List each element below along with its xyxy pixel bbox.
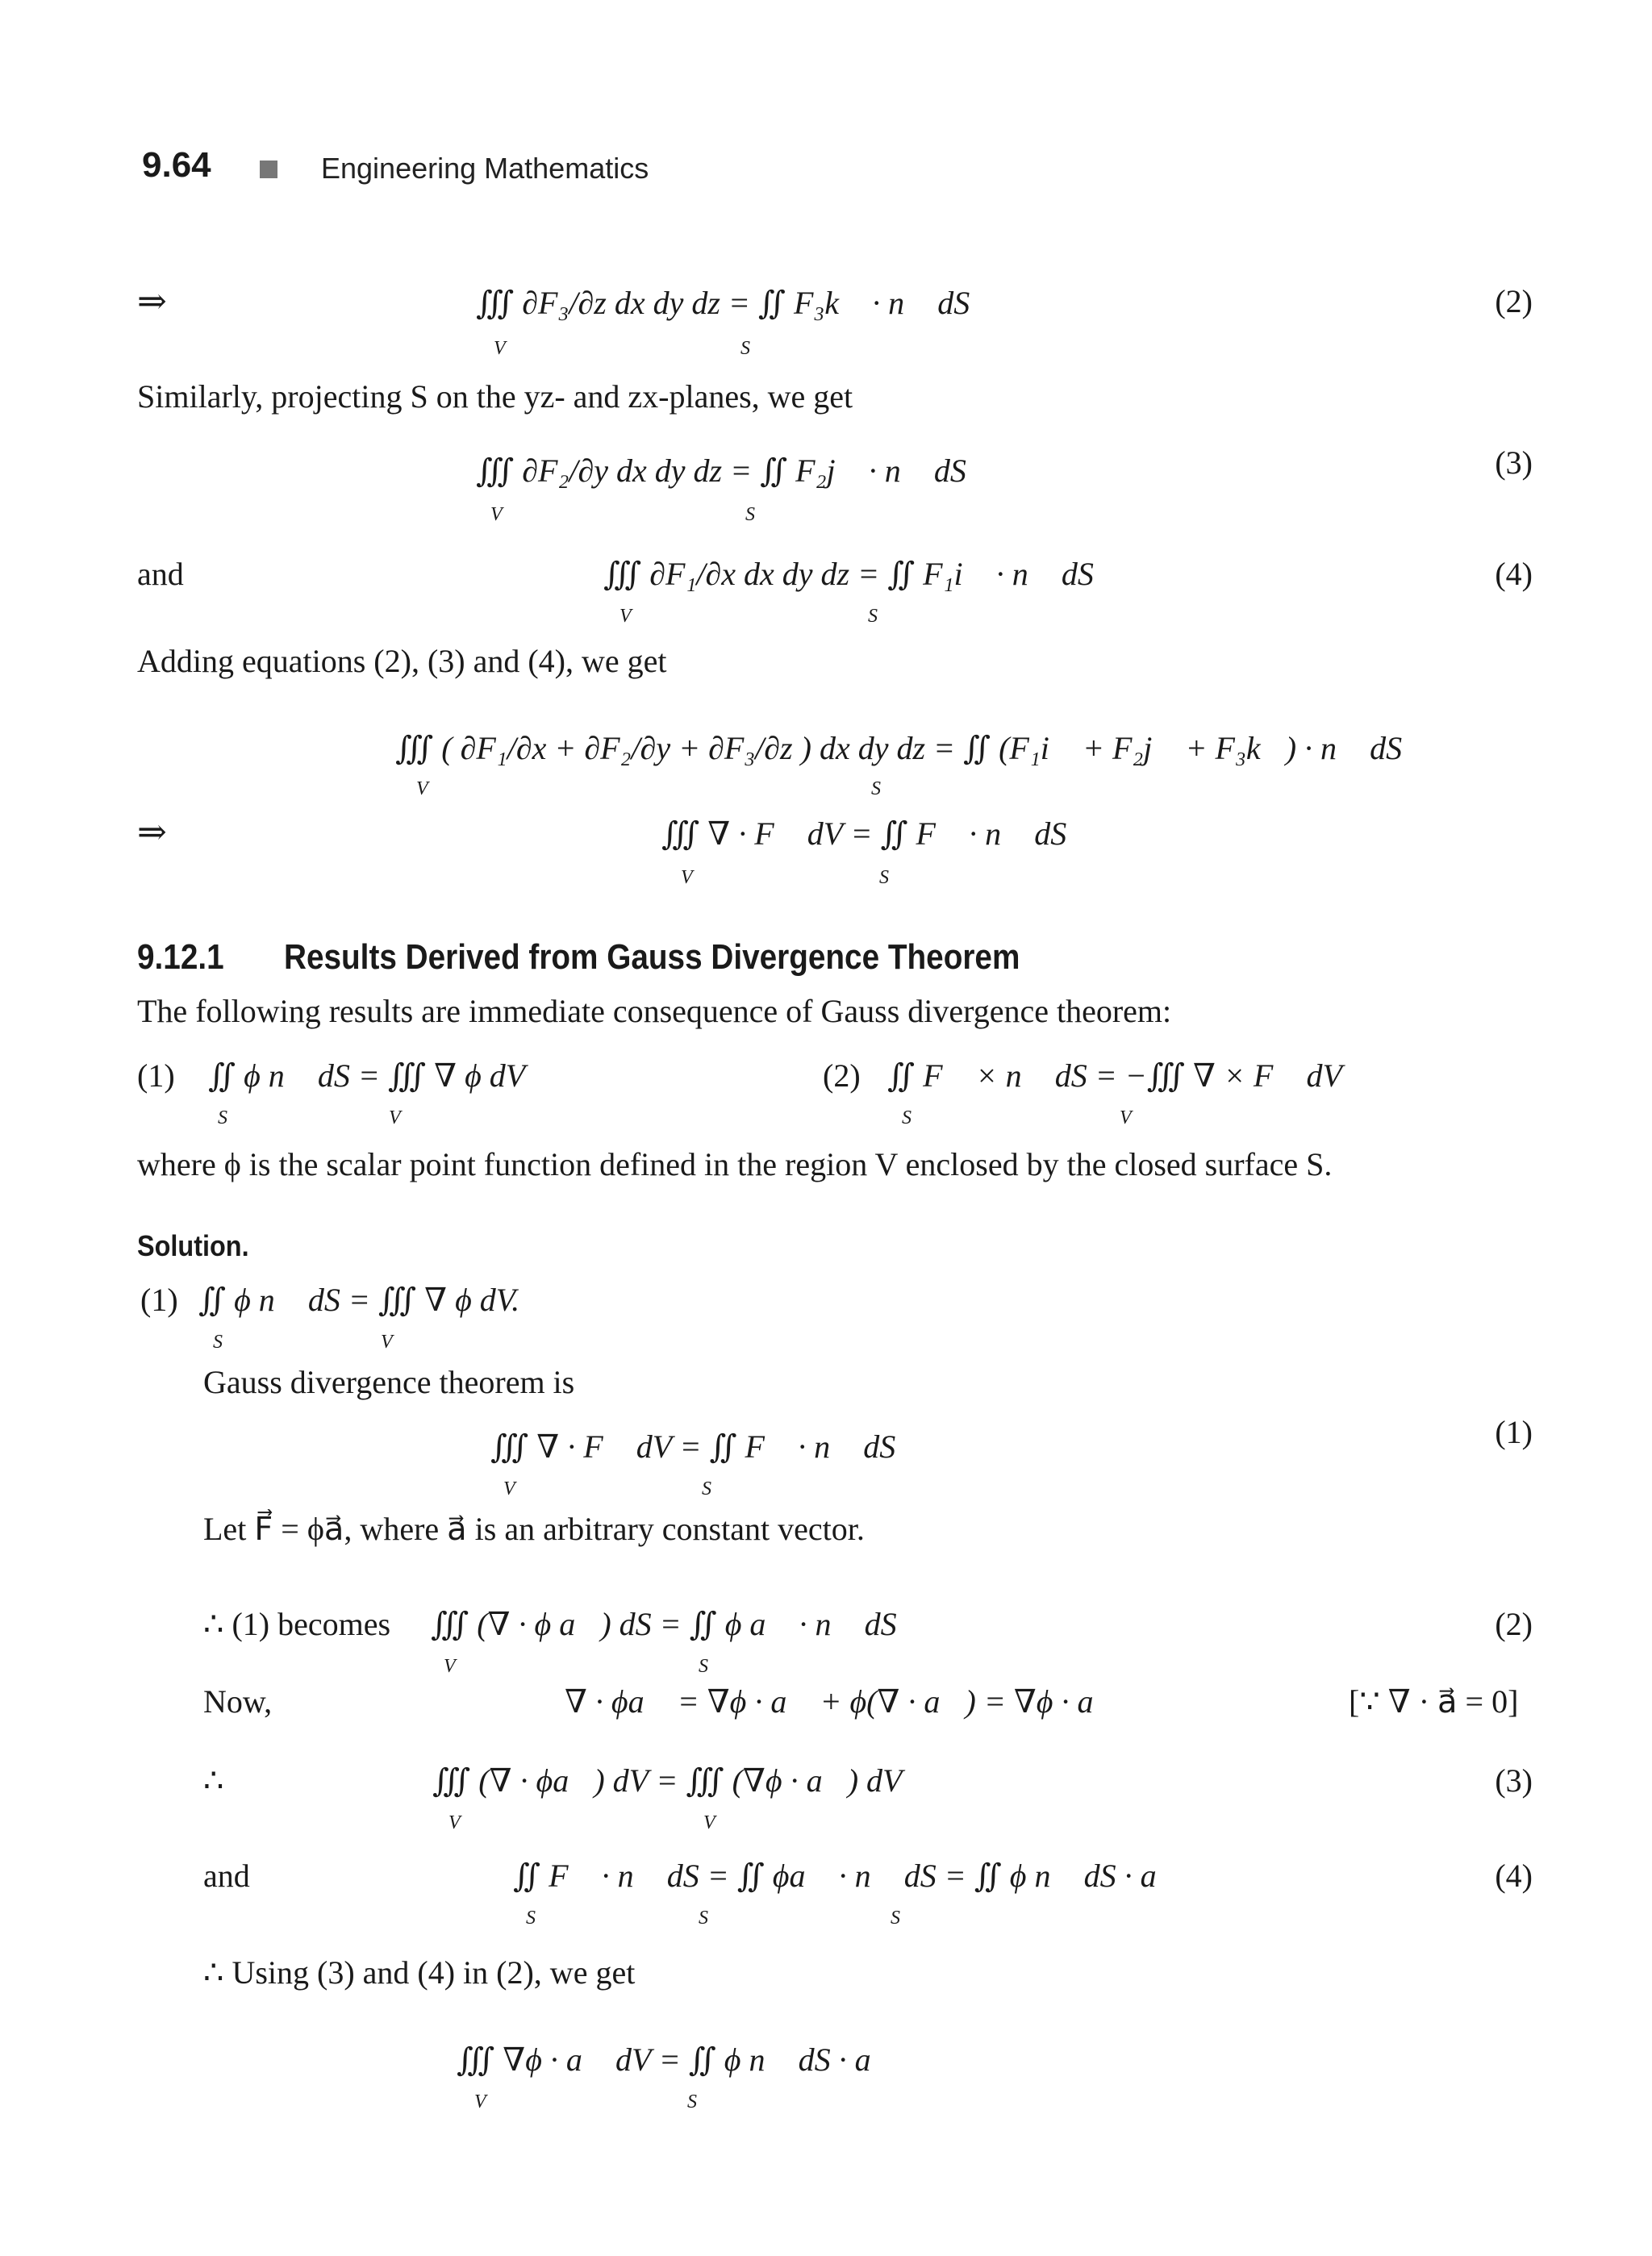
- eq-sum-sub-s: S: [871, 778, 881, 799]
- solution-eq-2-sub-s: S: [699, 1656, 708, 1677]
- solution-part-1-sub-s: S: [213, 1332, 223, 1353]
- solution-eq-4: ∬ F⃗ · n⃗ dS = ∬ ϕa⃗ · n⃗ dS = ∬ ϕ n⃗ dS · a⃗: [513, 1858, 1182, 1894]
- solution-eq-number-1: (1): [1495, 1414, 1533, 1450]
- eq-final-sub-s: S: [879, 867, 889, 888]
- solution-eq-last: ∭ ∇ϕ · a⃗ dV = ∬ ϕ n⃗ dS · a⃗: [457, 2041, 896, 2078]
- result-2-sub-v: V: [1120, 1107, 1132, 1128]
- solution-eq-1-sub-v: V: [503, 1478, 515, 1499]
- header-square-icon: [260, 161, 277, 178]
- equation-number-4: (4): [1495, 556, 1533, 592]
- now-expr: ∇ · ϕa⃗ = ∇ϕ · a⃗ + ϕ(∇ · a⃗) = ∇ϕ · a⃗: [565, 1683, 1119, 1720]
- result-2-label: (2): [823, 1057, 861, 1094]
- solution-eq-1: ∭ ∇ · F⃗ dV = ∬ F⃗ · n⃗ dS: [490, 1428, 896, 1465]
- solution-eq-2: ∭ (∇ · ϕ a⃗) dS = ∬ ϕ a⃗ · n⃗ dS: [431, 1606, 897, 1642]
- eq3-sub-s: S: [745, 504, 755, 525]
- equation-number-2: (2): [1495, 283, 1533, 319]
- result-1-expr: ∬ ϕ n⃗ dS = ∭ ∇ ϕ dV: [208, 1057, 526, 1094]
- page-number: 9.64: [142, 145, 211, 185]
- solution-eq-last-sub-s: S: [687, 2091, 697, 2112]
- equation-4-derivation: ∭ ∂F₁/∂x dx dy dz = ∬ F₁i⃗ · n⃗ dS: [603, 556, 1094, 592]
- using-text: ∴ Using (3) and (4) in (2), we get: [203, 1954, 636, 1991]
- eq3-sub-v: V: [490, 504, 503, 525]
- solution-eq-4-sub-s1: S: [526, 1908, 536, 1929]
- solution-eq-3-sub-v2: V: [703, 1812, 715, 1833]
- equation-sum: ∭ ( ∂F₁/∂x + ∂F₂/∂y + ∂F₃/∂z ) dx dy dz = ∬ (F₁i⃗ + F₂j⃗ + F₃k⃗) · n⃗ dS: [395, 730, 1403, 766]
- result-2-expr: ∬ F⃗ × n⃗ dS = −∭ ∇ × F⃗ dV: [887, 1057, 1342, 1094]
- solution-heading: Solution.: [137, 1229, 249, 1262]
- solution-eq-3-prefix: ∴: [203, 1762, 224, 1799]
- solution-part-1-label: (1): [140, 1282, 178, 1318]
- result-1-sub-s: S: [218, 1107, 227, 1128]
- implies-symbol-2: ⇒: [137, 811, 167, 853]
- eq4-sub-s: S: [868, 606, 878, 627]
- equation-number-3: (3): [1495, 444, 1533, 481]
- solution-eq-number-4: (4): [1495, 1858, 1533, 1894]
- solution-part-1-expr: ∬ ϕ n⃗ dS = ∭ ∇ ϕ dV.: [198, 1282, 520, 1318]
- solution-eq-4-sub-s3: S: [891, 1908, 900, 1929]
- gauss-text: Gauss divergence theorem is: [203, 1364, 575, 1400]
- section-intro: The following results are immediate consequence of Gauss divergence theorem:: [137, 993, 1172, 1029]
- section-number: 9.12.1: [137, 937, 224, 977]
- solution-eq-number-3: (3): [1495, 1762, 1533, 1799]
- solution-eq-2-sub-v: V: [444, 1656, 456, 1677]
- solution-eq-1-sub-s: S: [702, 1478, 711, 1499]
- result-2-sub-s: S: [902, 1107, 912, 1128]
- let-text: Let F⃗ = ϕa⃗, where a⃗ is an arbitrary constant vector.: [203, 1511, 865, 1547]
- result-1-sub-v: V: [389, 1107, 401, 1128]
- solution-eq-number-2: (2): [1495, 1606, 1533, 1642]
- solution-eq-3: ∭ (∇ · ϕa⃗) dV = ∭ (∇ϕ · a⃗) dV: [432, 1762, 903, 1799]
- result-1-label: (1): [137, 1057, 175, 1094]
- where-text: where ϕ is the scalar point function defined in the region V enclosed by the closed surface S.: [137, 1146, 1333, 1182]
- solution-eq-last-sub-v: V: [474, 2091, 486, 2112]
- book-title: Engineering Mathematics: [321, 152, 649, 185]
- implies-symbol-1: ⇒: [137, 281, 167, 322]
- adding-text: Adding equations (2), (3) and (4), we get: [137, 643, 667, 679]
- now-note: [∵ ∇ · a⃗ = 0]: [1349, 1683, 1519, 1720]
- solution-eq-2-prefix: ∴ (1) becomes: [203, 1606, 391, 1642]
- eq2-sub-v: V: [494, 338, 506, 359]
- eq-sum-sub-v: V: [416, 778, 428, 799]
- section-title: Results Derived from Gauss Divergence Theorem: [284, 937, 1020, 977]
- similarly-text: Similarly, projecting S on the yz- and zx-planes, we get: [137, 378, 853, 415]
- equation-3-derivation: ∭ ∂F₂/∂y dx dy dz = ∬ F₂j⃗ · n⃗ dS: [476, 452, 966, 489]
- eq-final-sub-v: V: [681, 867, 693, 888]
- and-label-1: and: [137, 556, 184, 592]
- solution-eq-4-prefix: and: [203, 1858, 250, 1894]
- equation-2-derivation: ∭ ∂F₃/∂z dx dy dz = ∬ F₃k⃗ · n⃗ dS: [476, 285, 970, 321]
- eq2-sub-s: S: [740, 338, 750, 359]
- solution-eq-4-sub-s2: S: [699, 1908, 708, 1929]
- solution-eq-3-sub-v1: V: [448, 1812, 461, 1833]
- equation-final: ∭ ∇ · F⃗ dV = ∬ F⃗ · n⃗ dS: [661, 815, 1067, 852]
- solution-part-1-sub-v: V: [381, 1332, 393, 1353]
- now-label: Now,: [203, 1683, 273, 1720]
- eq4-sub-v: V: [620, 606, 632, 627]
